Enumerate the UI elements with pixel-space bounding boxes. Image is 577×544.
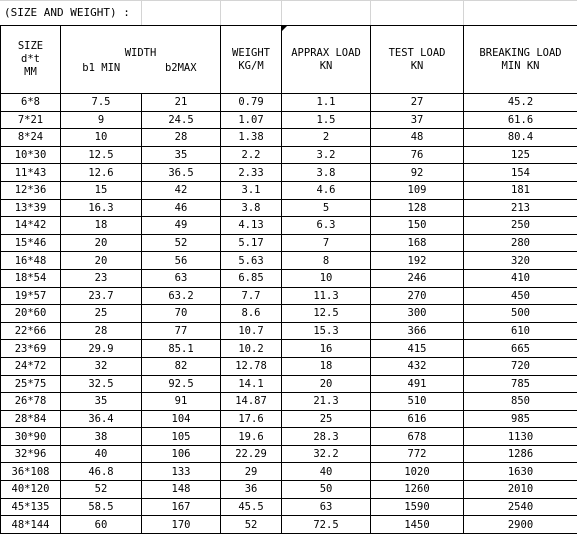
cell-breaking-load: 2540 [464, 498, 577, 516]
cell-size: 6*8 [1, 94, 61, 112]
cell-weight: 14.87 [221, 393, 282, 411]
cell-b1-min: 9 [61, 111, 142, 129]
cell-breaking-load: 1630 [464, 463, 577, 481]
cell-test-load: 37 [371, 111, 464, 129]
table-row [1, 252, 577, 270]
cell-b2-max: 104 [142, 410, 221, 428]
cell-weight: 36 [221, 481, 282, 499]
table-row [1, 234, 577, 252]
cell-b2-max: 82 [142, 357, 221, 375]
cell-test-load: 150 [371, 217, 464, 235]
header-b2-max: b2MAX [142, 60, 221, 94]
cell-apprax-load: 6.3 [282, 217, 371, 235]
cell-breaking-load: 985 [464, 410, 577, 428]
cell-weight: 10.7 [221, 322, 282, 340]
cell-test-load: 76 [371, 146, 464, 164]
cell-breaking-load: 154 [464, 164, 577, 182]
cell-size: 30*90 [1, 428, 61, 446]
table-row [1, 287, 577, 305]
cell-b2-max: 35 [142, 146, 221, 164]
cell-size: 8*24 [1, 129, 61, 147]
cell-apprax-load: 1.5 [282, 111, 371, 129]
cell-b1-min: 12.6 [61, 164, 142, 182]
cell-b1-min: 46.8 [61, 463, 142, 481]
cell-apprax-load: 3.8 [282, 164, 371, 182]
table-caption: (SIZE AND WEIGHT) : [4, 6, 130, 19]
cell-b2-max: 85.1 [142, 340, 221, 358]
header-size-line1: SIZE [17, 40, 44, 52]
cell-size: 23*69 [1, 340, 61, 358]
header-apprax-line1: APPRAX LOAD [291, 46, 361, 59]
cell-breaking-load: 785 [464, 375, 577, 393]
cell-breaking-load: 500 [464, 305, 577, 323]
cell-breaking-load: 61.6 [464, 111, 577, 129]
cell-b2-max: 46 [142, 199, 221, 217]
cell-weight: 7.7 [221, 287, 282, 305]
cell-breaking-load: 250 [464, 217, 577, 235]
cell-b2-max: 56 [142, 252, 221, 270]
table-row [1, 428, 577, 446]
cell-size: 26*78 [1, 393, 61, 411]
cell-weight: 52 [221, 516, 282, 534]
cell-size: 24*72 [1, 357, 61, 375]
cell-b1-min: 32.5 [61, 375, 142, 393]
header-breaking-load [464, 26, 577, 94]
cell-apprax-load: 15.3 [282, 322, 371, 340]
cell-test-load: 1450 [371, 516, 464, 534]
cell-weight: 22.29 [221, 445, 282, 463]
cell-size: 7*21 [1, 111, 61, 129]
cell-apprax-load: 5 [282, 199, 371, 217]
cell-b1-min: 38 [61, 428, 142, 446]
cell-apprax-load: 11.3 [282, 287, 371, 305]
cell-apprax-load: 32.2 [282, 445, 371, 463]
cell-b1-min: 25 [61, 305, 142, 323]
cell-test-load: 192 [371, 252, 464, 270]
cell-size: 40*120 [1, 481, 61, 499]
cell-apprax-load: 21.3 [282, 393, 371, 411]
cell-test-load: 300 [371, 305, 464, 323]
cell-b1-min: 40 [61, 445, 142, 463]
cell-weight: 6.85 [221, 269, 282, 287]
cell-b1-min: 7.5 [61, 94, 142, 112]
cell-b2-max: 49 [142, 217, 221, 235]
cell-test-load: 246 [371, 269, 464, 287]
table-row [1, 199, 577, 217]
cell-apprax-load: 3.2 [282, 146, 371, 164]
cell-b1-min: 28 [61, 322, 142, 340]
cell-breaking-load: 720 [464, 357, 577, 375]
cell-breaking-load: 610 [464, 322, 577, 340]
cell-size: 36*108 [1, 463, 61, 481]
table-row [1, 516, 577, 534]
cell-weight: 1.38 [221, 129, 282, 147]
header-weight [221, 26, 282, 94]
cell-weight: 5.63 [221, 252, 282, 270]
cell-weight: 10.2 [221, 340, 282, 358]
cell-b1-min: 35 [61, 393, 142, 411]
table-row [1, 94, 577, 112]
header-width-label: WIDTH [124, 47, 157, 59]
cell-apprax-load: 63 [282, 498, 371, 516]
table-row [1, 322, 577, 340]
cell-apprax-load: 25 [282, 410, 371, 428]
cell-breaking-load: 1130 [464, 428, 577, 446]
cell-apprax-load: 2 [282, 129, 371, 147]
cell-b1-min: 58.5 [61, 498, 142, 516]
cell-test-load: 128 [371, 199, 464, 217]
cell-size: 15*46 [1, 234, 61, 252]
grid-line [0, 0, 577, 1]
cell-apprax-load: 16 [282, 340, 371, 358]
cell-b2-max: 21 [142, 94, 221, 112]
cell-apprax-load: 18 [282, 357, 371, 375]
cell-size: 18*54 [1, 269, 61, 287]
header-test-line1: TEST LOAD [388, 46, 446, 59]
cell-b1-min: 20 [61, 234, 142, 252]
cell-breaking-load: 213 [464, 199, 577, 217]
cell-b1-min: 16.3 [61, 199, 142, 217]
cell-weight: 0.79 [221, 94, 282, 112]
cell-test-load: 432 [371, 357, 464, 375]
cell-b1-min: 29.9 [61, 340, 142, 358]
cell-apprax-load: 8 [282, 252, 371, 270]
cell-size: 11*43 [1, 164, 61, 182]
cell-weight: 5.17 [221, 234, 282, 252]
cell-b1-min: 32 [61, 357, 142, 375]
cell-b2-max: 42 [142, 181, 221, 199]
cell-breaking-load: 1286 [464, 445, 577, 463]
cell-apprax-load: 10 [282, 269, 371, 287]
table-row [1, 375, 577, 393]
table-row [1, 269, 577, 287]
cell-breaking-load: 2010 [464, 481, 577, 499]
cell-b2-max: 106 [142, 445, 221, 463]
cell-apprax-load: 12.5 [282, 305, 371, 323]
cell-apprax-load: 72.5 [282, 516, 371, 534]
cell-size: 22*66 [1, 322, 61, 340]
cell-test-load: 772 [371, 445, 464, 463]
header-test-load [371, 26, 464, 94]
cell-size: 10*30 [1, 146, 61, 164]
header-test-line2: KN [410, 59, 424, 72]
cell-b1-min: 10 [61, 129, 142, 147]
table-row [1, 463, 577, 481]
cell-weight: 3.8 [221, 199, 282, 217]
cell-b1-min: 60 [61, 516, 142, 534]
header-weight-line2: KG/M [238, 59, 264, 72]
cell-test-load: 366 [371, 322, 464, 340]
cell-b1-min: 18 [61, 217, 142, 235]
cell-breaking-load: 2900 [464, 516, 577, 534]
header-size-line2: d*t [21, 53, 40, 65]
cell-breaking-load: 450 [464, 287, 577, 305]
cell-apprax-load: 7 [282, 234, 371, 252]
cell-weight: 45.5 [221, 498, 282, 516]
cell-apprax-load: 40 [282, 463, 371, 481]
cell-breaking-load: 665 [464, 340, 577, 358]
header-size-line3: MM [24, 66, 37, 78]
cell-size: 12*36 [1, 181, 61, 199]
grid-line [141, 0, 142, 25]
cell-b1-min: 23.7 [61, 287, 142, 305]
cell-test-load: 616 [371, 410, 464, 428]
cell-breaking-load: 80.4 [464, 129, 577, 147]
table-row [1, 445, 577, 463]
table-row [1, 111, 577, 129]
grid-line [281, 0, 282, 25]
cell-b1-min: 23 [61, 269, 142, 287]
cell-weight: 8.6 [221, 305, 282, 323]
cell-apprax-load: 28.3 [282, 428, 371, 446]
grid-line [370, 0, 371, 25]
table-row [1, 181, 577, 199]
cell-size: 28*84 [1, 410, 61, 428]
cell-test-load: 1590 [371, 498, 464, 516]
cell-weight: 19.6 [221, 428, 282, 446]
cell-size: 25*75 [1, 375, 61, 393]
cell-test-load: 678 [371, 428, 464, 446]
cell-weight: 14.1 [221, 375, 282, 393]
cell-b1-min: 12.5 [61, 146, 142, 164]
cell-weight: 3.1 [221, 181, 282, 199]
cell-test-load: 168 [371, 234, 464, 252]
cell-b2-max: 63 [142, 269, 221, 287]
cell-b2-max: 63.2 [142, 287, 221, 305]
table-row [1, 393, 577, 411]
cell-b2-max: 70 [142, 305, 221, 323]
cell-weight: 2.2 [221, 146, 282, 164]
cell-weight: 29 [221, 463, 282, 481]
cell-b2-max: 24.5 [142, 111, 221, 129]
table-row [1, 340, 577, 358]
table-body [1, 94, 577, 534]
header-breaking-line2: MIN KN [501, 59, 540, 72]
header-breaking-line1: BREAKING LOAD [479, 46, 562, 59]
table-row [1, 146, 577, 164]
table-row [1, 481, 577, 499]
cell-test-load: 510 [371, 393, 464, 411]
cell-b2-max: 133 [142, 463, 221, 481]
cell-apprax-load: 50 [282, 481, 371, 499]
cell-size: 48*144 [1, 516, 61, 534]
cell-breaking-load: 850 [464, 393, 577, 411]
cell-test-load: 27 [371, 94, 464, 112]
cell-weight: 17.6 [221, 410, 282, 428]
cell-test-load: 491 [371, 375, 464, 393]
header-width [61, 26, 221, 61]
cell-weight: 2.33 [221, 164, 282, 182]
cell-size: 19*57 [1, 287, 61, 305]
cell-b1-min: 52 [61, 481, 142, 499]
cell-size: 32*96 [1, 445, 61, 463]
cell-breaking-load: 280 [464, 234, 577, 252]
cell-test-load: 48 [371, 129, 464, 147]
table-row [1, 410, 577, 428]
cell-breaking-load: 320 [464, 252, 577, 270]
cell-test-load: 92 [371, 164, 464, 182]
header-apprax-line2: KN [319, 59, 333, 72]
header-size [1, 26, 61, 94]
header-b1-min: b1 MIN [61, 60, 142, 94]
cell-b2-max: 28 [142, 129, 221, 147]
table-row [1, 305, 577, 323]
cell-size: 14*42 [1, 217, 61, 235]
cell-b2-max: 170 [142, 516, 221, 534]
cell-comment-marker [281, 26, 287, 32]
cell-breaking-load: 181 [464, 181, 577, 199]
table-row [1, 129, 577, 147]
cell-b1-min: 15 [61, 181, 142, 199]
cell-b1-min: 36.4 [61, 410, 142, 428]
cell-test-load: 1020 [371, 463, 464, 481]
cell-b2-max: 77 [142, 322, 221, 340]
cell-test-load: 415 [371, 340, 464, 358]
cell-weight: 1.07 [221, 111, 282, 129]
table-row [1, 498, 577, 516]
cell-apprax-load: 1.1 [282, 94, 371, 112]
cell-b2-max: 92.5 [142, 375, 221, 393]
cell-b2-max: 36.5 [142, 164, 221, 182]
cell-apprax-load: 20 [282, 375, 371, 393]
cell-size: 16*48 [1, 252, 61, 270]
cell-test-load: 1260 [371, 481, 464, 499]
cell-breaking-load: 125 [464, 146, 577, 164]
cell-apprax-load: 4.6 [282, 181, 371, 199]
cell-weight: 12.78 [221, 357, 282, 375]
cell-test-load: 270 [371, 287, 464, 305]
grid-line [463, 0, 464, 25]
cell-weight: 4.13 [221, 217, 282, 235]
table-row [1, 164, 577, 182]
table-row [1, 357, 577, 375]
cell-size: 20*60 [1, 305, 61, 323]
grid-line [220, 0, 221, 25]
cell-breaking-load: 45.2 [464, 94, 577, 112]
cell-b2-max: 52 [142, 234, 221, 252]
cell-b1-min: 20 [61, 252, 142, 270]
header-apprax-load [282, 26, 371, 94]
table-row [1, 217, 577, 235]
cell-b2-max: 105 [142, 428, 221, 446]
cell-b2-max: 148 [142, 481, 221, 499]
cell-breaking-load: 410 [464, 269, 577, 287]
cell-test-load: 109 [371, 181, 464, 199]
cell-b2-max: 167 [142, 498, 221, 516]
cell-size: 13*39 [1, 199, 61, 217]
cell-size: 45*135 [1, 498, 61, 516]
size-weight-table [0, 25, 577, 534]
header-weight-line1: WEIGHT [232, 46, 270, 59]
cell-b2-max: 91 [142, 393, 221, 411]
